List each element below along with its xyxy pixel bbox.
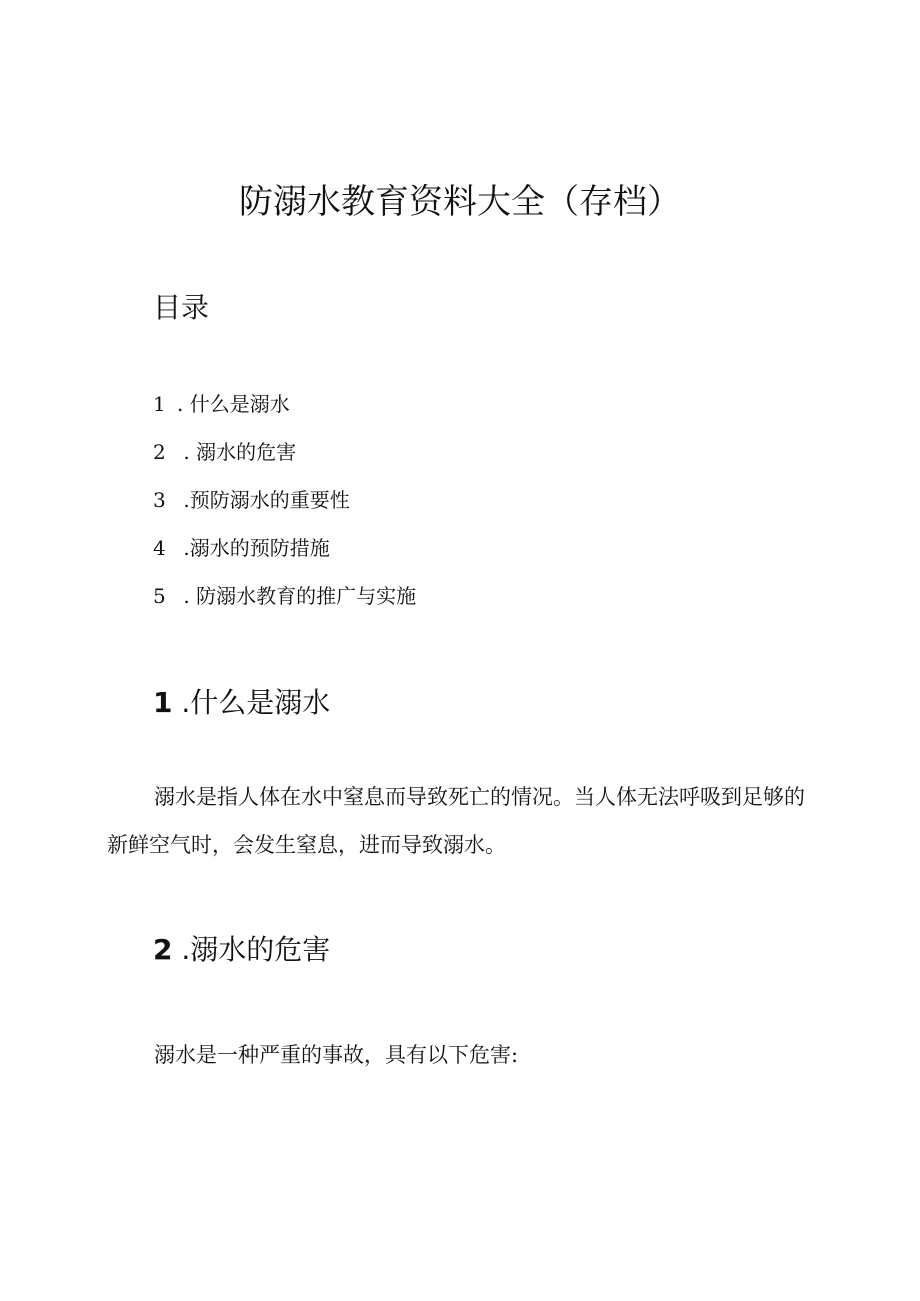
section-title: .溺水的危害 (172, 933, 331, 966)
toc-item[interactable] (153, 436, 416, 484)
toc-item-label: . 溺水的危害 (177, 440, 297, 464)
section-paragraph: 溺水是指人体在水中窒息而导致死亡的情况。当人体无法呼吸到足够的新鲜空气时，会发生窒息，进而导致溺水。 (107, 785, 805, 857)
toc-item-label: .溺水的预防措施 (177, 536, 330, 560)
toc-item-label: . 什么是溺水 (177, 392, 290, 416)
toc-item-number: 3 (153, 488, 166, 512)
toc-item-number: 1 (153, 392, 166, 416)
table-of-contents (153, 388, 416, 628)
section-heading (153, 930, 330, 970)
section-paragraph: 溺水是一种严重的事故，具有以下危害: (154, 1043, 519, 1067)
toc-item-number: 2 (153, 440, 166, 464)
section-heading (153, 683, 330, 723)
section-title: .什么是溺水 (172, 686, 331, 719)
toc-heading: 目录 (153, 291, 210, 324)
section-number: 1 (153, 686, 173, 719)
document-title: 防溺水教育资料大全（存档） (239, 182, 681, 222)
section-number: 2 (153, 933, 173, 966)
toc-item[interactable] (153, 580, 416, 628)
toc-item[interactable] (153, 532, 416, 580)
toc-item[interactable] (153, 484, 416, 532)
toc-item[interactable] (153, 388, 416, 436)
toc-item-label: . 防溺水教育的推广与实施 (177, 584, 417, 608)
toc-item-label: .预防溺水的重要性 (177, 488, 350, 512)
toc-item-number: 5 (153, 584, 166, 608)
toc-item-number: 4 (153, 536, 166, 560)
